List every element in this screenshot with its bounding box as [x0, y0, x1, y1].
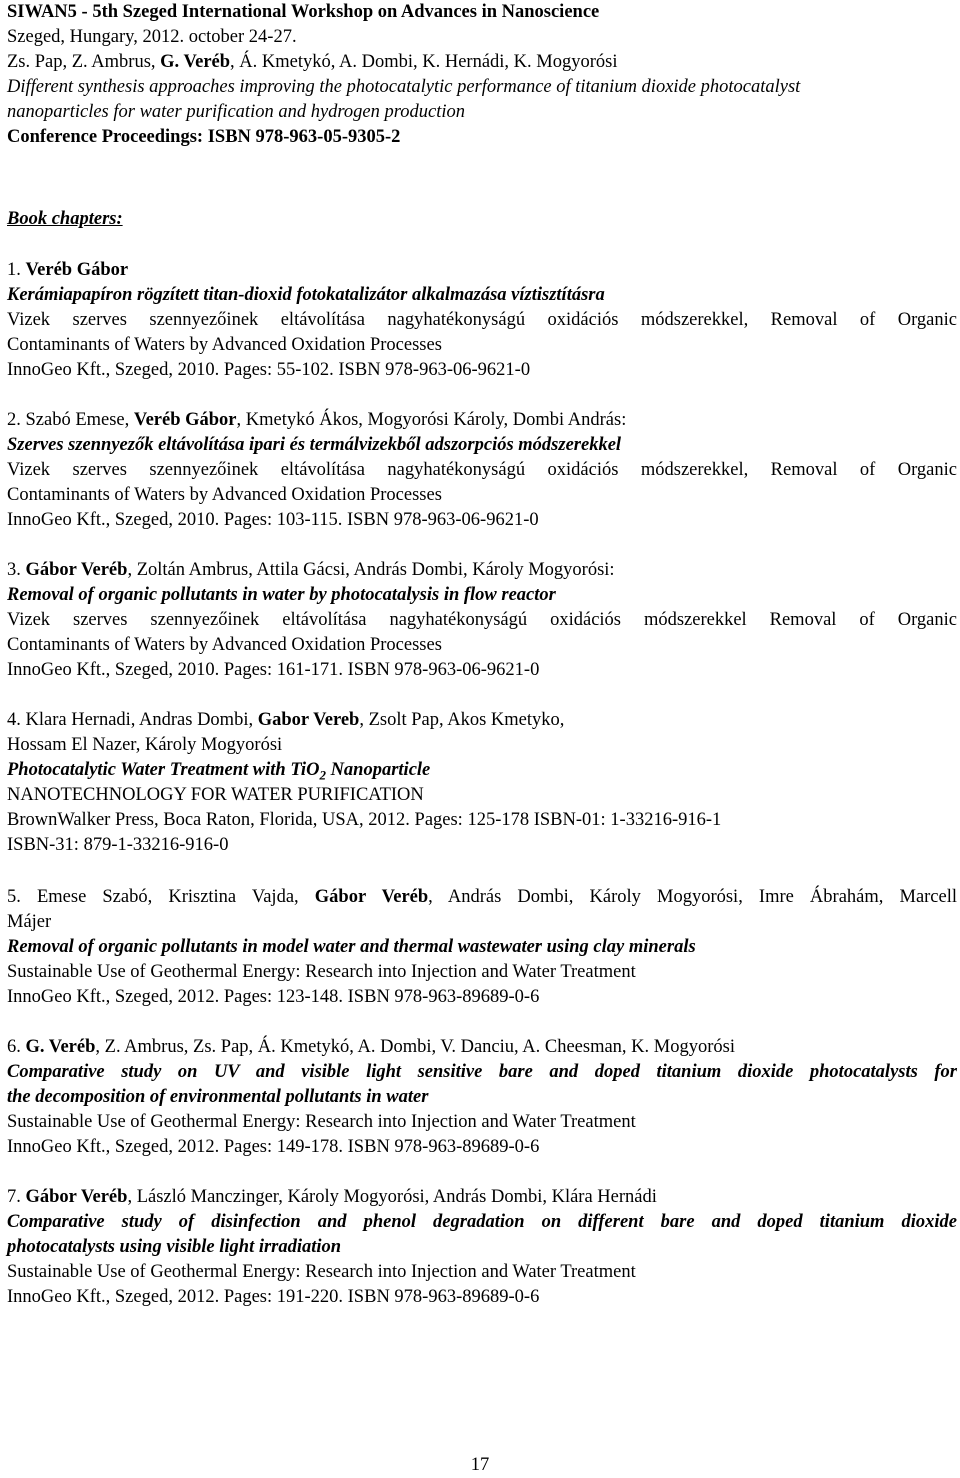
chapter-authors: 1. Veréb Gábor [7, 260, 129, 280]
conference-title: SIWAN5 - 5th Szeged International Workshop on Advances in Nanoscience [7, 2, 600, 22]
chapter-publisher: InnoGeo Kft., Szeged, 2010. Pages: 55-102. ISBN 978-963-06-9621-0 [7, 360, 531, 380]
chapter-authors: 4. Klara Hernadi, Andras Dombi, Gabor Vereb, Zsolt Pap, Akos Kmetyko, [7, 710, 565, 730]
chapter-book-title: Vizek szerves szennyezőinek eltávolítása nagyhatékonyságú oxidációs módszerekkel, Removal of Organic [7, 460, 957, 480]
chapter-publisher: InnoGeo Kft., Szeged, 2010. Pages: 161-171. ISBN 978-963-06-9621-0 [7, 660, 540, 680]
chapter-publisher: InnoGeo Kft., Szeged, 2012. Pages: 149-178. ISBN 978-963-89689-0-6 [7, 1137, 540, 1157]
chapter-book-title: Vizek szerves szennyezőinek eltávolítása nagyhatékonyságú oxidációs módszerekkel Removal of Organic [7, 610, 957, 630]
chapter-book-title: NANOTECHNOLOGY FOR WATER PURIFICATION [7, 785, 424, 805]
conference-paper-title-cont: nanoparticles for water purification and hydrogen production [7, 102, 466, 122]
chapter-book-title-cont: Contaminants of Waters by Advanced Oxidation Processes [7, 635, 442, 655]
chapter-title-cont: photocatalysts using visible light irradiation [7, 1237, 342, 1257]
chapter-authors: 5. Emese Szabó, Krisztina Vajda, Gábor Veréb, András Dombi, Károly Mogyorósi, Imre Ábrahám, Marcell [7, 887, 958, 907]
chapter-title: Removal of organic pollutants in model water and thermal wastewater using clay minerals [7, 937, 696, 957]
chapter-book-title: Sustainable Use of Geothermal Energy: Research into Injection and Water Treatment [7, 1262, 636, 1282]
conference-location-date: Szeged, Hungary, 2012. october 24-27. [7, 27, 297, 47]
chapter-book-title: Sustainable Use of Geothermal Energy: Research into Injection and Water Treatment [7, 962, 636, 982]
chapter-entry-4 [7, 708, 957, 858]
chapter-isbn: ISBN-31: 879-1-33216-916-0 [7, 835, 229, 855]
chapter-publisher: InnoGeo Kft., Szeged, 2010. Pages: 103-115. ISBN 978-963-06-9621-0 [7, 510, 539, 530]
chapter-entry-3 [7, 558, 957, 683]
chapter-authors: 6. G. Veréb, Z. Ambrus, Zs. Pap, Á. Kmetykó, A. Dombi, V. Danciu, A. Cheesman, K. Mogyorósi [7, 1037, 735, 1057]
conference-proceedings: Conference Proceedings: ISBN 978-963-05-9305-2 [7, 127, 401, 147]
chapter-book-title: Vizek szerves szennyezőinek eltávolítása nagyhatékonyságú oxidációs módszerekkel, Removal of Organic [7, 310, 957, 330]
chapter-title: Kerámiapapíron rögzített titan-dioxid fotokatalizátor alkalmazása víztisztításra [7, 285, 605, 305]
chapter-authors: 7. Gábor Veréb, László Manczinger, Károly Mogyorósi, András Dombi, Klára Hernádi [7, 1187, 657, 1207]
chapter-publisher: InnoGeo Kft., Szeged, 2012. Pages: 191-220. ISBN 978-963-89689-0-6 [7, 1287, 540, 1307]
chapter-title: Szerves szennyezők eltávolítása ipari és termálvizekből adszorpciós módszerekkel [7, 435, 622, 455]
chapter-entry-5 [7, 885, 957, 1010]
chapter-authors: 3. Gábor Veréb, Zoltán Ambrus, Attila Gácsi, András Dombi, Károly Mogyorósi: [7, 560, 615, 580]
chapter-book-title-cont: Contaminants of Waters by Advanced Oxidation Processes [7, 485, 442, 505]
conference-authors: Zs. Pap, Z. Ambrus, G. Veréb, Á. Kmetykó, A. Dombi, K. Hernádi, K. Mogyorósi [7, 52, 618, 72]
chapter-entry-7 [7, 1185, 957, 1310]
conference-paper-title: Different synthesis approaches improving the photocatalytic performance of titanium dioxide photocatalyst [7, 77, 801, 97]
chapter-authors-cont: Hossam El Nazer, Károly Mogyorósi [7, 735, 283, 755]
chapter-authors: 2. Szabó Emese, Veréb Gábor, Kmetykó Ákos, Mogyorósi Károly, Dombi András: [7, 410, 627, 430]
chapter-book-title: Sustainable Use of Geothermal Energy: Research into Injection and Water Treatment [7, 1112, 636, 1132]
chapter-title: Photocatalytic Water Treatment with TiO$_2$ Nanoparticle [7, 760, 431, 783]
section-heading: Book chapters: [7, 209, 123, 229]
highlighted-author: G. Veréb [160, 52, 231, 72]
chapter-entry-2 [7, 408, 957, 533]
chapter-title-cont: the decomposition of environmental pollutants in water [7, 1087, 429, 1107]
chapter-publisher: InnoGeo Kft., Szeged, 2012. Pages: 123-148. ISBN 978-963-89689-0-6 [7, 987, 540, 1007]
chapter-publisher: BrownWalker Press, Boca Raton, Florida, USA, 2012. Pages: 125-178 ISBN-01: 1-33216-916-1 [7, 810, 722, 830]
chapter-title: Removal of organic pollutants in water by photocatalysis in flow reactor [7, 585, 556, 605]
chapter-authors-cont: Májer [7, 912, 52, 932]
chapter-entry-1 [7, 258, 957, 383]
chapter-book-title-cont: Contaminants of Waters by Advanced Oxidation Processes [7, 335, 442, 355]
page-number: 17 [470, 1455, 490, 1475]
conference-entry [7, 0, 957, 150]
chapter-entry-6 [7, 1035, 957, 1160]
chapter-title: Comparative study of disinfection and phenol degradation on different bare and doped titanium dioxide [7, 1212, 957, 1232]
chapter-title: Comparative study on UV and visible light sensitive bare and doped titanium dioxide photocatalysts for [7, 1062, 957, 1082]
